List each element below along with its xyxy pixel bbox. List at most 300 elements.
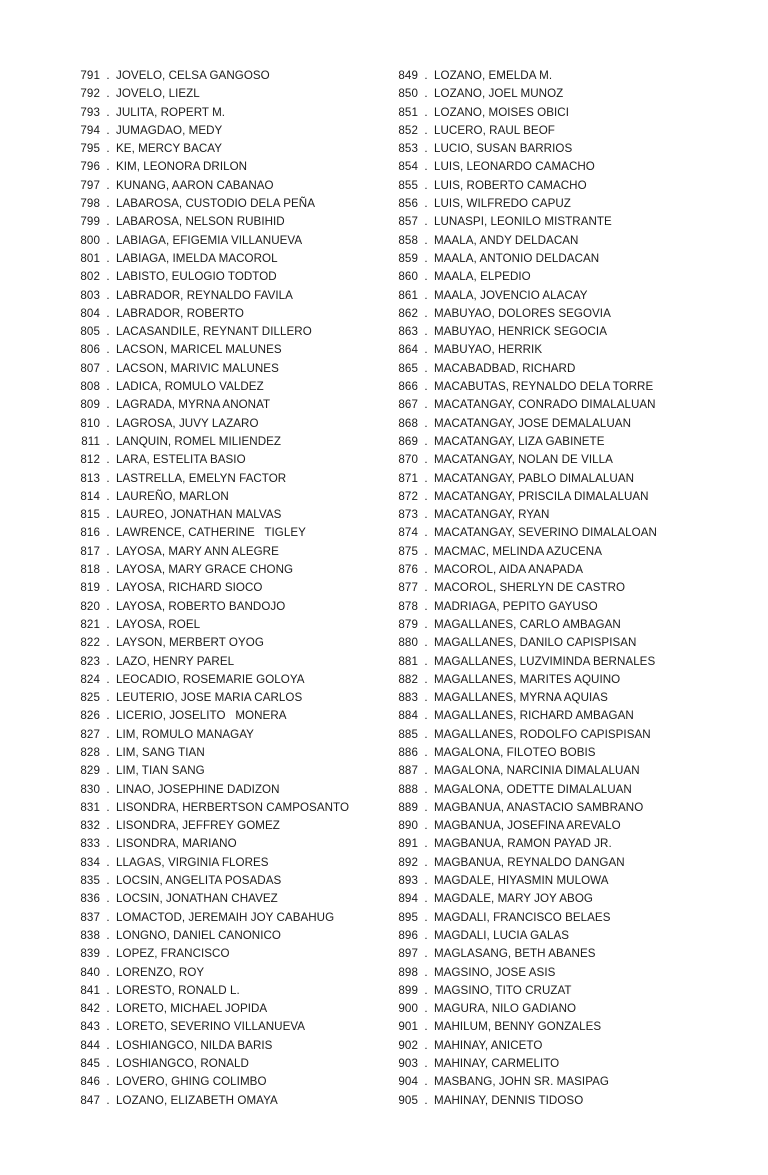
- entry-separator: .: [106, 745, 110, 759]
- name-list-entry: [62, 195, 372, 213]
- entry-separator: .: [424, 800, 428, 814]
- entry-number: 799: [80, 215, 100, 229]
- entry-name: LEUTERIO, JOSE MARIA CARLOS: [116, 691, 303, 705]
- entry-number: 877: [398, 581, 418, 595]
- name-list-entry: [380, 744, 710, 762]
- entry-number: 855: [398, 178, 418, 192]
- name-list-entry: [62, 1073, 372, 1091]
- entry-separator: .: [424, 1038, 428, 1052]
- entry-separator: .: [424, 837, 428, 851]
- entry-number: 856: [398, 197, 418, 211]
- name-list-entry: [380, 524, 710, 542]
- name-list-entry: [62, 561, 372, 579]
- name-list-entry: [380, 433, 710, 451]
- name-list-entry: [380, 323, 710, 341]
- name-list-column-left: [62, 67, 372, 1110]
- name-list-entry: [380, 890, 710, 908]
- entry-number: 887: [398, 764, 418, 778]
- entry-number: 809: [80, 398, 100, 412]
- entry-separator: .: [106, 837, 110, 851]
- entry-number: 858: [398, 233, 418, 247]
- name-list-entry: [62, 543, 372, 561]
- entry-separator: .: [106, 819, 110, 833]
- entry-separator: .: [106, 947, 110, 961]
- entry-name: MAALA, JOVENCIO ALACAY: [434, 288, 588, 302]
- name-list-entry: [62, 177, 372, 195]
- entry-separator: .: [424, 892, 428, 906]
- name-list-entry: [62, 250, 372, 268]
- entry-separator: .: [106, 1075, 110, 1089]
- entry-separator: .: [106, 471, 110, 485]
- entry-separator: .: [424, 306, 428, 320]
- name-list-entry: [380, 762, 710, 780]
- entry-separator: .: [106, 983, 110, 997]
- entry-number: 834: [80, 855, 100, 869]
- name-list-entry: [380, 1018, 710, 1036]
- entry-separator: .: [106, 251, 110, 265]
- entry-name: LOZANO, EMELDA M.: [434, 69, 553, 82]
- entry-separator: .: [424, 233, 428, 247]
- entry-number: 901: [398, 1020, 418, 1034]
- name-list-entry: [62, 964, 372, 982]
- entry-name: MACATANGAY, RYAN: [434, 508, 550, 522]
- entry-name: LACSON, MARIVIC MALUNES: [116, 361, 279, 375]
- name-list-entry: [380, 360, 710, 378]
- entry-separator: .: [106, 617, 110, 631]
- entry-separator: .: [424, 489, 428, 503]
- entry-number: 811: [81, 434, 100, 448]
- entry-number: 886: [398, 745, 418, 759]
- name-list-entry: [380, 158, 710, 176]
- entry-name: LUIS, ROBERTO CAMACHO: [434, 178, 587, 192]
- name-list-entry: [62, 872, 372, 890]
- entry-name: MAHINAY, ANICETO: [434, 1038, 543, 1052]
- name-list-entry: [380, 671, 710, 689]
- entry-separator: .: [106, 965, 110, 979]
- name-list-entry: [62, 451, 372, 469]
- entry-separator: .: [106, 1093, 110, 1107]
- entry-separator: .: [424, 928, 428, 942]
- entry-name: MAGALLANES, RICHARD AMBAGAN: [434, 709, 634, 723]
- name-list-entry: [380, 579, 710, 597]
- name-list-entry: [62, 122, 372, 140]
- entry-name: MAGBANUA, JOSEFINA AREVALO: [434, 819, 621, 833]
- name-list-entry: [380, 122, 710, 140]
- name-list-entry: [62, 671, 372, 689]
- entry-number: 847: [80, 1093, 100, 1107]
- entry-number: 836: [80, 892, 100, 906]
- entry-name: MAGALLANES, DANILO CAPISPISAN: [434, 636, 637, 650]
- name-list-entry: [380, 232, 710, 250]
- entry-name: MABUYAO, HENRICK SEGOCIA: [434, 325, 607, 339]
- entry-name: LAYOSA, MARY GRACE CHONG: [116, 563, 294, 577]
- entry-name: MACATANGAY, SEVERINO DIMALALOAN: [434, 526, 657, 540]
- entry-separator: .: [424, 709, 428, 723]
- name-list-entry: [380, 616, 710, 634]
- entry-name: JULITA, ROPERT M.: [116, 105, 226, 119]
- entry-name: LEOCADIO, ROSEMARIE GOLOYA: [116, 672, 305, 686]
- entry-number: 894: [398, 892, 418, 906]
- name-list-entry: [380, 305, 710, 323]
- entry-name: MAGBANUA, REYNALDO DANGAN: [434, 855, 625, 869]
- entry-name: LUNASPI, LEONILO MISTRANTE: [434, 215, 612, 229]
- entry-number: 850: [398, 87, 418, 101]
- entry-name: MACATANGAY, JOSE DEMALALUAN: [434, 416, 631, 430]
- entry-separator: .: [106, 892, 110, 906]
- entry-name: LOZANO, JOEL MUNOZ: [434, 87, 564, 101]
- entry-name: LAWRENCE, CATHERINE TIGLEY: [116, 526, 306, 540]
- entry-number: 800: [80, 233, 100, 247]
- entry-number: 810: [80, 416, 100, 430]
- name-list-entry: [380, 396, 710, 414]
- entry-number: 839: [80, 947, 100, 961]
- entry-separator: .: [424, 874, 428, 888]
- entry-name: LOMACTOD, JEREMAIH JOY CABAHUG: [116, 910, 335, 924]
- entry-name: LABIAGA, IMELDA MACOROL: [116, 251, 278, 265]
- entry-number: 878: [398, 599, 418, 613]
- entry-number: 852: [398, 123, 418, 137]
- name-list-entry: [62, 817, 372, 835]
- entry-number: 837: [80, 910, 100, 924]
- entry-name: JUMAGDAO, MEDY: [116, 123, 223, 137]
- name-list-entry: [62, 232, 372, 250]
- name-list-entry: [380, 707, 710, 725]
- entry-name: LISONDRA, JEFFREY GOMEZ: [116, 819, 280, 833]
- name-list-entry: [62, 1055, 372, 1073]
- name-list-entry: [62, 653, 372, 671]
- entry-number: 804: [80, 306, 100, 320]
- entry-name: LOPEZ, FRANCISCO: [116, 947, 230, 961]
- entry-name: LABRADOR, REYNALDO FAVILA: [116, 288, 293, 302]
- entry-separator: .: [424, 745, 428, 759]
- entry-name: MAGSINO, TITO CRUZAT: [434, 983, 572, 997]
- entry-number: 818: [80, 563, 100, 577]
- entry-separator: .: [106, 453, 110, 467]
- name-list-entry: [380, 945, 710, 963]
- name-list-entry: [62, 470, 372, 488]
- entry-separator: .: [424, 983, 428, 997]
- entry-name: MAGALLANES, MYRNA AQUIAS: [434, 691, 608, 705]
- entry-separator: .: [424, 270, 428, 284]
- entry-name: LACSON, MARICEL MALUNES: [116, 343, 282, 357]
- entry-separator: .: [106, 636, 110, 650]
- entry-number: 808: [80, 380, 100, 394]
- name-list-entry: [62, 890, 372, 908]
- name-list-entry: [62, 158, 372, 176]
- entry-name: LAUREÑO, MARLON: [116, 489, 229, 503]
- entry-separator: .: [424, 855, 428, 869]
- entry-number: 819: [80, 581, 100, 595]
- entry-number: 864: [398, 343, 418, 357]
- entry-number: 832: [80, 819, 100, 833]
- entry-separator: .: [424, 325, 428, 339]
- entry-separator: .: [424, 819, 428, 833]
- entry-number: 893: [398, 874, 418, 888]
- entry-separator: .: [424, 288, 428, 302]
- entry-separator: .: [106, 874, 110, 888]
- entry-number: 846: [80, 1075, 100, 1089]
- name-list-entry: [62, 488, 372, 506]
- entry-number: 821: [80, 617, 100, 631]
- entry-name: MAGALLANES, RODOLFO CAPISPISAN: [434, 727, 651, 741]
- entry-separator: .: [424, 434, 428, 448]
- entry-number: 905: [398, 1093, 418, 1107]
- entry-name: MACATANGAY, LIZA GABINETE: [434, 434, 605, 448]
- name-list-entry: [62, 378, 372, 396]
- entry-number: 805: [80, 325, 100, 339]
- entry-name: MAGALONA, NARCINIA DIMALALUAN: [434, 764, 640, 778]
- entry-separator: .: [424, 508, 428, 522]
- entry-number: 824: [80, 672, 100, 686]
- entry-number: 792: [80, 87, 100, 101]
- entry-number: 822: [80, 636, 100, 650]
- entry-separator: .: [106, 306, 110, 320]
- entry-name: LIM, SANG TIAN: [116, 745, 205, 759]
- entry-separator: .: [106, 1020, 110, 1034]
- entry-separator: .: [424, 654, 428, 668]
- entry-name: LORETO, SEVERINO VILLANUEVA: [116, 1020, 306, 1034]
- name-list-entry: [62, 305, 372, 323]
- entry-name: MACMAC, MELINDA AZUCENA: [434, 544, 602, 558]
- entry-separator: .: [424, 361, 428, 375]
- entry-separator: .: [424, 764, 428, 778]
- entry-name: LUIS, LEONARDO CAMACHO: [434, 160, 595, 174]
- entry-separator: .: [106, 380, 110, 394]
- entry-number: 854: [398, 160, 418, 174]
- name-list-entry: [380, 872, 710, 890]
- name-list-entry: [380, 341, 710, 359]
- entry-separator: .: [424, 526, 428, 540]
- name-list-entry: [380, 726, 710, 744]
- entry-name: LIM, TIAN SANG: [116, 764, 205, 778]
- entry-name: KE, MERCY BACAY: [116, 142, 222, 156]
- name-list-entry: [380, 1092, 710, 1110]
- name-list-entry: [380, 1000, 710, 1018]
- entry-name: LOCSIN, JONATHAN CHAVEZ: [116, 892, 278, 906]
- entry-number: 875: [398, 544, 418, 558]
- entry-number: 791: [80, 69, 100, 82]
- entry-name: LICERIO, JOSELITO MONERA: [116, 709, 287, 723]
- entry-separator: .: [106, 1038, 110, 1052]
- entry-number: 880: [398, 636, 418, 650]
- entry-separator: .: [424, 416, 428, 430]
- entry-name: LARA, ESTELITA BASIO: [116, 453, 246, 467]
- name-list-entry: [380, 1037, 710, 1055]
- entry-number: 840: [80, 965, 100, 979]
- entry-name: LASTRELLA, EMELYN FACTOR: [116, 471, 287, 485]
- entry-separator: .: [106, 910, 110, 924]
- entry-number: 859: [398, 251, 418, 265]
- entry-number: 797: [80, 178, 100, 192]
- entry-separator: .: [106, 855, 110, 869]
- entry-number: 897: [398, 947, 418, 961]
- entry-separator: .: [106, 489, 110, 503]
- entry-number: 899: [398, 983, 418, 997]
- entry-separator: .: [424, 87, 428, 101]
- entry-name: LAGRADA, MYRNA ANONAT: [116, 398, 271, 412]
- name-list-entry: [62, 104, 372, 122]
- entry-number: 833: [80, 837, 100, 851]
- entry-separator: .: [106, 69, 110, 82]
- entry-separator: .: [106, 288, 110, 302]
- name-list-entry: [380, 799, 710, 817]
- entry-name: LABAROSA, NELSON RUBIHID: [116, 215, 285, 229]
- entry-name: MACOROL, SHERLYN DE CASTRO: [434, 581, 626, 595]
- entry-name: LUCIO, SUSAN BARRIOS: [434, 142, 573, 156]
- name-list-entry: [62, 287, 372, 305]
- name-list-columns: [0, 67, 768, 1110]
- entry-name: MACOROL, AIDA ANAPADA: [434, 563, 584, 577]
- entry-name: LISONDRA, HERBERTSON CAMPOSANTO: [116, 800, 350, 814]
- name-list-entry: [380, 817, 710, 835]
- name-list-entry: [62, 1092, 372, 1110]
- entry-number: 867: [398, 398, 418, 412]
- entry-separator: .: [106, 416, 110, 430]
- entry-number: 890: [398, 819, 418, 833]
- name-list-entry: [380, 213, 710, 231]
- entry-name: LAYOSA, ROEL: [116, 617, 201, 631]
- entry-number: 825: [80, 691, 100, 705]
- entry-separator: .: [106, 928, 110, 942]
- entry-name: MAGBANUA, ANASTACIO SAMBRANO: [434, 800, 644, 814]
- entry-name: JOVELO, LIEZL: [116, 87, 200, 101]
- entry-separator: .: [106, 1057, 110, 1071]
- entry-number: 871: [398, 471, 418, 485]
- entry-number: 891: [398, 837, 418, 851]
- entry-separator: .: [106, 142, 110, 156]
- entry-separator: .: [424, 343, 428, 357]
- entry-separator: .: [424, 178, 428, 192]
- entry-number: 820: [80, 599, 100, 613]
- entry-number: 849: [398, 69, 418, 82]
- name-list-entry: [380, 415, 710, 433]
- entry-name: MAGBANUA, RAMON PAYAD JR.: [434, 837, 612, 851]
- entry-number: 861: [398, 288, 418, 302]
- entry-number: 796: [80, 160, 100, 174]
- name-list-entry: [62, 579, 372, 597]
- name-list-entry: [62, 1018, 372, 1036]
- entry-name: MAALA, ELPEDIO: [434, 270, 531, 284]
- entry-separator: .: [424, 1093, 428, 1107]
- entry-number: 814: [80, 489, 100, 503]
- entry-number: 892: [398, 855, 418, 869]
- name-list-entry: [380, 1055, 710, 1073]
- entry-separator: .: [106, 727, 110, 741]
- name-list-entry: [380, 195, 710, 213]
- name-list-entry: [62, 506, 372, 524]
- name-list-entry: [62, 268, 372, 286]
- entry-separator: .: [424, 197, 428, 211]
- entry-number: 885: [398, 727, 418, 741]
- entry-name: LOZANO, MOISES OBICI: [434, 105, 569, 119]
- entry-number: 798: [80, 197, 100, 211]
- entry-name: MAGSINO, JOSE ASIS: [434, 965, 556, 979]
- entry-number: 802: [80, 270, 100, 284]
- entry-name: MAHILUM, BENNY GONZALES: [434, 1020, 602, 1034]
- entry-name: KIM, LEONORA DRILON: [116, 160, 248, 174]
- entry-number: 807: [80, 361, 100, 375]
- entry-number: 831: [80, 800, 100, 814]
- entry-number: 845: [80, 1057, 100, 1071]
- entry-separator: .: [424, 910, 428, 924]
- entry-separator: .: [106, 87, 110, 101]
- entry-name: MAGLASANG, BETH ABANES: [434, 947, 596, 961]
- entry-name: MAGALONA, FILOTEO BOBIS: [434, 745, 596, 759]
- entry-number: 874: [398, 526, 418, 540]
- entry-number: 795: [80, 142, 100, 156]
- entry-name: MACATANGAY, CONRADO DIMALALUAN: [434, 398, 656, 412]
- entry-name: LAYOSA, ROBERTO BANDOJO: [116, 599, 286, 613]
- name-list-entry: [62, 744, 372, 762]
- entry-separator: .: [106, 691, 110, 705]
- entry-name: MACABADBAD, RICHARD: [434, 361, 576, 375]
- name-list-entry: [62, 854, 372, 872]
- entry-number: 898: [398, 965, 418, 979]
- name-list-entry: [380, 250, 710, 268]
- entry-name: LABAROSA, CUSTODIO DELA PEÑA: [116, 197, 315, 211]
- entry-name: MAGALLANES, CARLO AMBAGAN: [434, 617, 621, 631]
- entry-number: 896: [398, 928, 418, 942]
- entry-separator: .: [424, 544, 428, 558]
- entry-number: 815: [80, 508, 100, 522]
- entry-separator: .: [106, 709, 110, 723]
- name-list-entry: [380, 488, 710, 506]
- entry-number: 803: [80, 288, 100, 302]
- entry-name: LOSHIANGCO, RONALD: [116, 1057, 249, 1071]
- name-list-entry: [380, 927, 710, 945]
- name-list-entry: [62, 323, 372, 341]
- name-list-entry: [62, 433, 372, 451]
- entry-number: 844: [80, 1038, 100, 1052]
- entry-name: MADRIAGA, PEPITO GAYUSO: [434, 599, 598, 613]
- name-list-entry: [380, 854, 710, 872]
- name-list-entry: [62, 213, 372, 231]
- entry-number: 883: [398, 691, 418, 705]
- entry-separator: .: [424, 599, 428, 613]
- entry-name: LISONDRA, MARIANO: [116, 837, 237, 851]
- name-list-entry: [380, 598, 710, 616]
- entry-separator: .: [424, 1057, 428, 1071]
- name-list-entry: [62, 360, 372, 378]
- name-list-entry: [62, 945, 372, 963]
- entry-name: MAGDALI, FRANCISCO BELAES: [434, 910, 611, 924]
- entry-name: LADICA, ROMULO VALDEZ: [116, 380, 264, 394]
- entry-number: 816: [80, 526, 100, 540]
- entry-number: 872: [398, 489, 418, 503]
- entry-name: LAUREO, JONATHAN MALVAS: [116, 508, 282, 522]
- entry-name: LAYOSA, MARY ANN ALEGRE: [116, 544, 279, 558]
- entry-number: 842: [80, 1002, 100, 1016]
- entry-number: 879: [398, 617, 418, 631]
- entry-name: MABUYAO, HERRIK: [434, 343, 543, 357]
- name-list-entry: [380, 378, 710, 396]
- entry-separator: .: [106, 764, 110, 778]
- name-list-entry: [380, 85, 710, 103]
- entry-number: 870: [398, 453, 418, 467]
- name-list-entry: [380, 104, 710, 122]
- entry-name: LINAO, JOSEPHINE DADIZON: [116, 782, 280, 796]
- entry-name: LOVERO, GHING COLIMBO: [116, 1075, 267, 1089]
- entry-number: 868: [398, 416, 418, 430]
- name-list-entry: [380, 140, 710, 158]
- entry-number: 806: [80, 343, 100, 357]
- entry-separator: .: [106, 1002, 110, 1016]
- entry-number: 884: [398, 709, 418, 723]
- entry-separator: .: [106, 599, 110, 613]
- name-list-entry: [380, 653, 710, 671]
- name-list-entry: [380, 781, 710, 799]
- entry-number: 828: [80, 745, 100, 759]
